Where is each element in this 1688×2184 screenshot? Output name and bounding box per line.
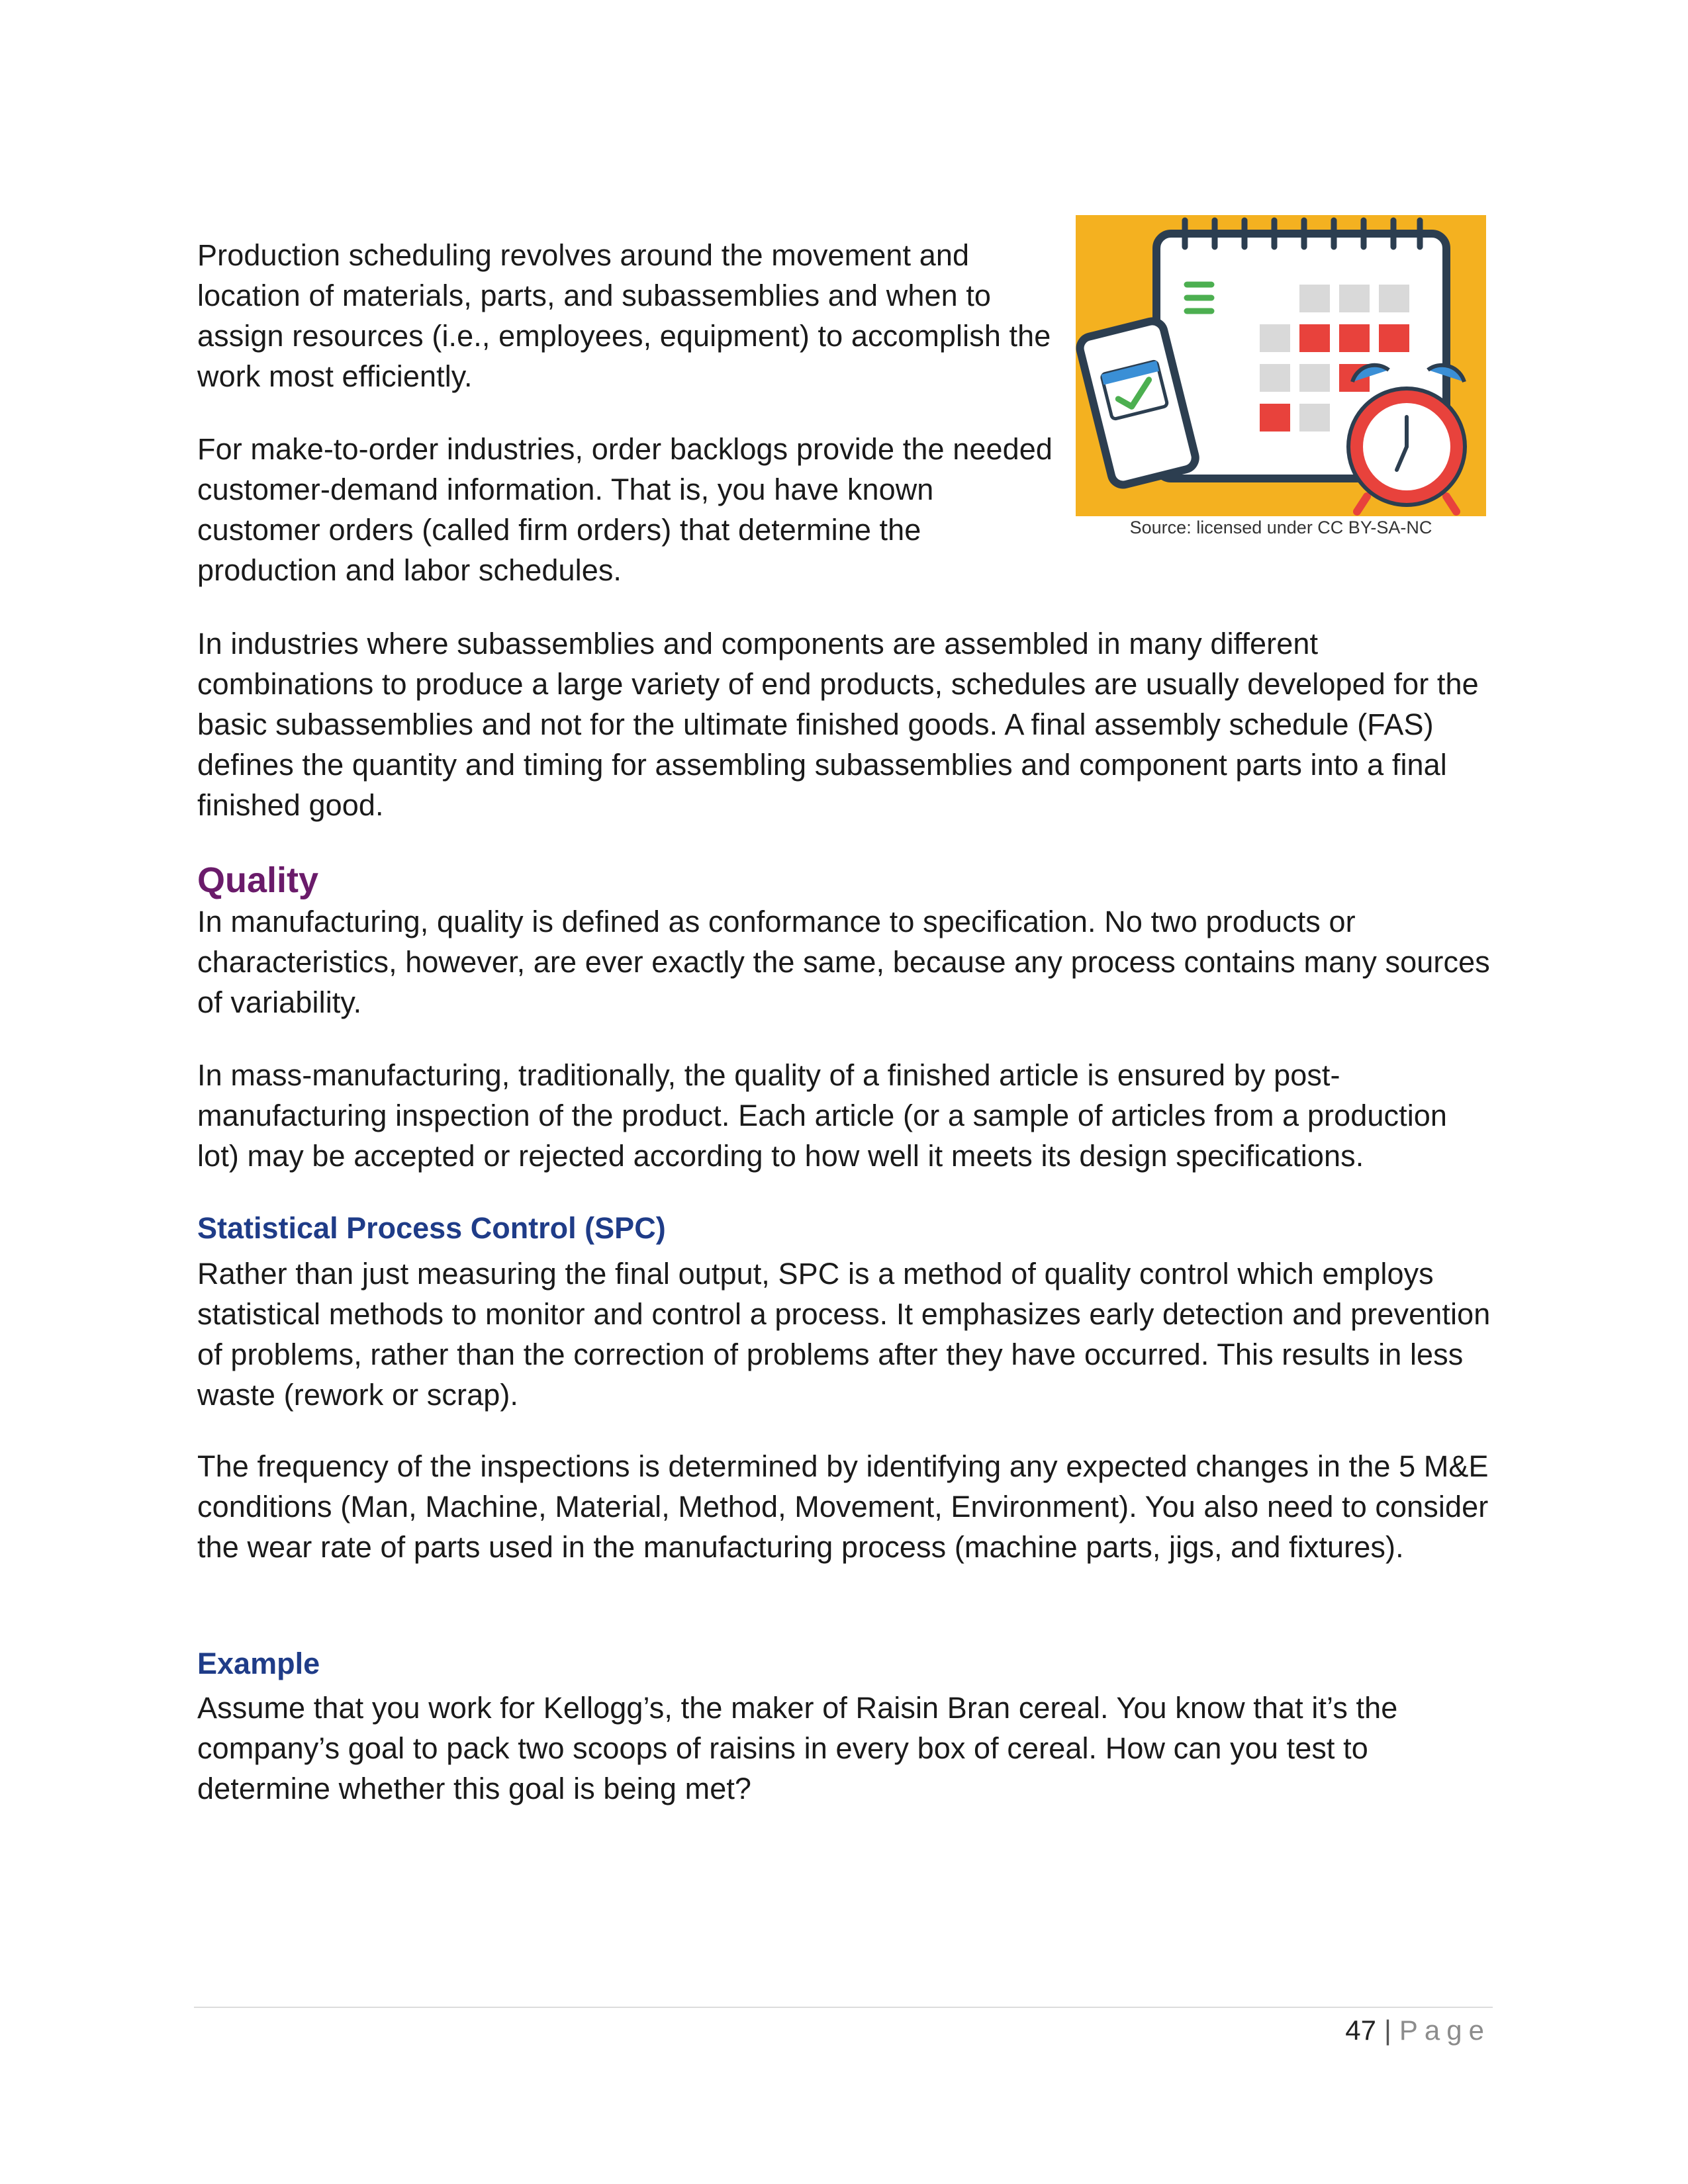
heading-example: Example xyxy=(197,1647,320,1680)
page-footer xyxy=(1345,2015,1491,2046)
heading-spc: Statistical Process Control (SPC) xyxy=(197,1211,666,1245)
footer-divider xyxy=(194,2007,1493,2008)
footer-separator: | xyxy=(1383,2015,1391,2046)
paragraph-spc: Rather than just measuring the final output, SPC is a method of quality control which employs statistical methods to monitor and control a process. It emphasizes early detection and prevention of problems, rather than the correction of problems after they have occurred. This results in less waste (rework or scrap). xyxy=(197,1257,1491,1412)
heading-quality: Quality xyxy=(197,860,319,900)
paragraph-production-scheduling: Production scheduling revolves around the movement and location of materials, parts, and subassemblies and when to assign resources (i.e., employees, equipment) to accomplish the work most efficiently. xyxy=(197,238,1051,393)
calendar-illustration xyxy=(1076,215,1486,516)
paragraph-assembly-schedule: In industries where subassemblies and components are assembled in many different combinations to produce a large variety of end products, schedules are usually developed for the basic subassemblies and not for the ultimate finished goods. A final assembly schedule (FAS) defines the quantity and timing for assembling subassemblies and component parts into a final finished good. xyxy=(197,627,1479,822)
calendar-clock-phone-icon xyxy=(1076,215,1486,516)
paragraph-mass-manufacturing: In mass-manufacturing, traditionally, the quality of a finished article is ensured by post-manufacturing inspection of the product. Each article (or a sample of articles from a production lot) may be accepted or rejected according to how well it meets its design specifications. xyxy=(197,1058,1448,1173)
paragraph-quality-definition: In manufacturing, quality is defined as conformance to specification. No two products or characteristics, however, are ever exactly the same, because any process contains many sources of variability. xyxy=(197,905,1490,1019)
paragraph-inspection-frequency: The frequency of the inspections is determined by identifying any expected changes in the 5 M&E conditions (Man, Machine, Material, Method, Movement, Environment). You also need to consider the wear rate of parts used in the manufacturing process (machine parts, jigs, and fixtures). xyxy=(197,1449,1489,1564)
paragraph-example: Assume that you work for Kellogg’s, the maker of Raisin Bran cereal. You know that it’s the company’s goal to pack two scoops of raisins in every box of cereal. How can you test to determine whether this goal is being met? xyxy=(197,1691,1398,1805)
figure-caption: Source: licensed under CC BY-SA-NC xyxy=(1129,518,1432,537)
page-number: 47 xyxy=(1345,2015,1376,2046)
paragraph-make-to-order: For make-to-order industries, order backlogs provide the needed customer-demand information. That is, you have known customer orders (called firm orders) that determine the production and labor schedules. xyxy=(197,432,1053,587)
page-label: Page xyxy=(1399,2015,1491,2046)
